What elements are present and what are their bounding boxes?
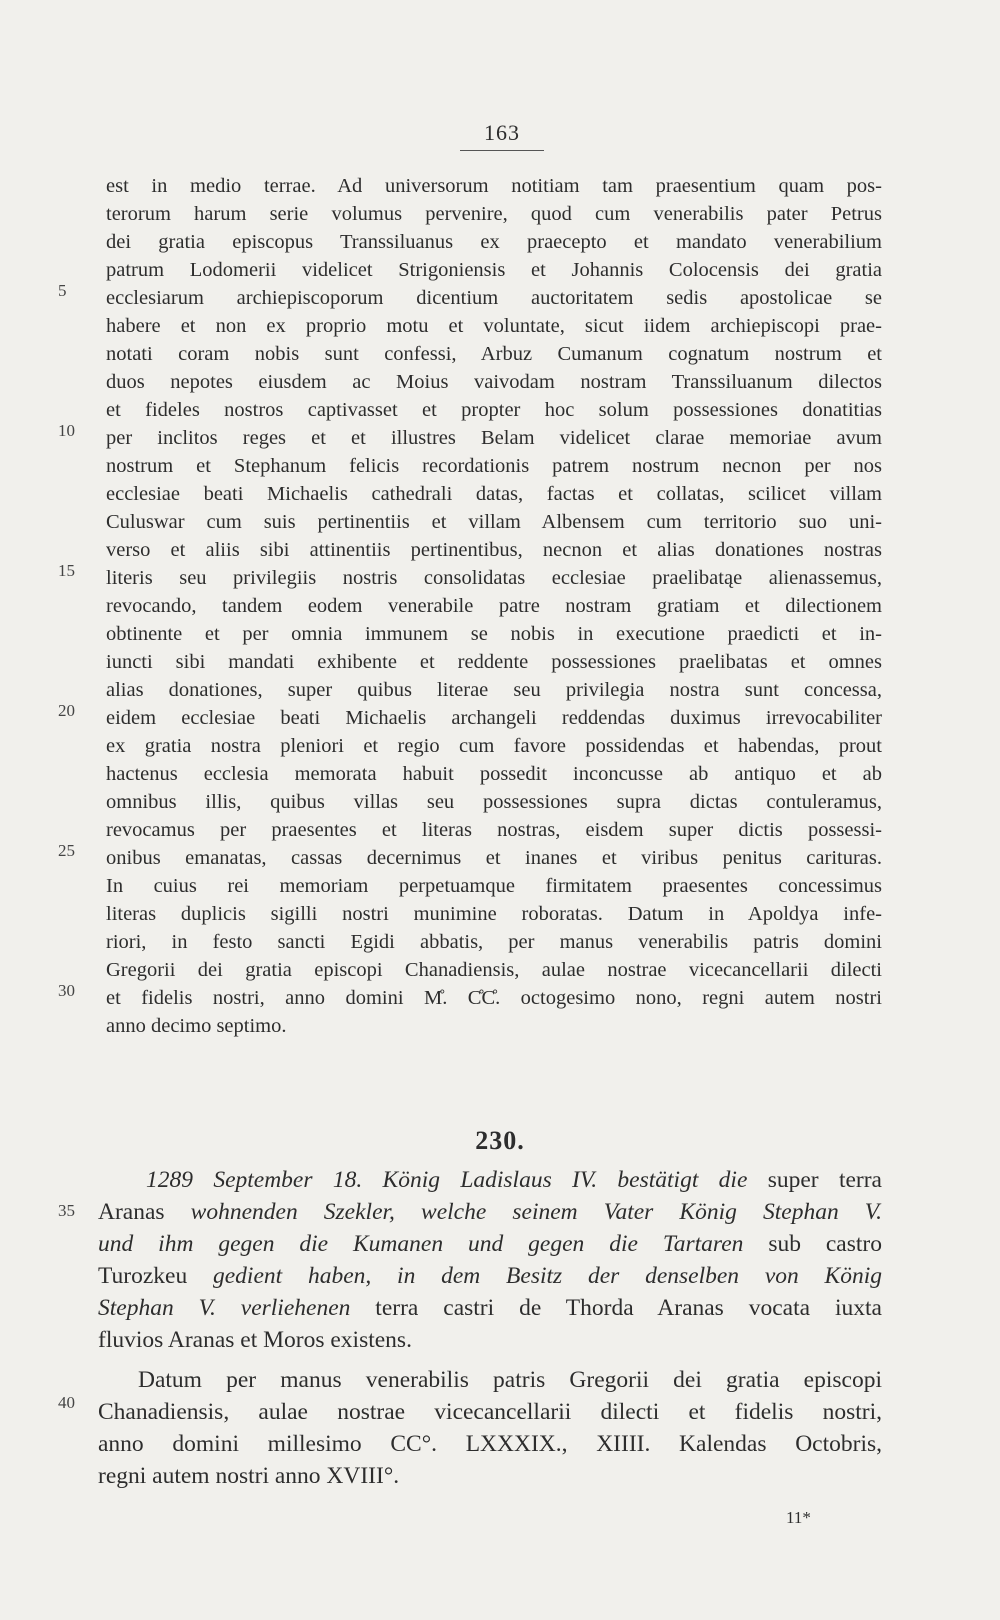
line-number: 25 [58, 841, 75, 860]
dating-line: Datum per manus venerabilis patris Gregorii dei gratia episcopi [138, 1367, 882, 1393]
regest-italic: gedient haben, in dem Besitz der denselben von König [213, 1263, 882, 1289]
document-number: 230. [475, 1126, 525, 1155]
text-line: eidem ecclesiae beati Michaelis archangeli reddendas duximus irrevocabiliter [106, 707, 882, 729]
text-line: In cuius rei memoriam perpetuamque firmitatem praesentes concessimus [106, 875, 882, 897]
dating-line: anno domini millesimo CC°. LXXXIX., XIIII. Kalendas Octobris, [98, 1431, 882, 1457]
sheet-signature: 11* [786, 1508, 811, 1527]
text-line: riori, in festo sancti Egidi abbatis, per manus venerabilis patris domini [106, 931, 882, 953]
line-number: 5 [58, 281, 67, 300]
dating-line: Chanadiensis, aulae nostrae vicecancellarii dilecti et fidelis nostri, [98, 1399, 882, 1425]
text-line: Gregorii dei gratia episcopi Chanadiensis, aulae nostrae vicecancellarii dilecti [106, 959, 882, 981]
regest-roman: fluvios Aranas et Moros existens. [98, 1327, 412, 1353]
text-line: notati coram nobis sunt confessi, Arbuz Cumanum cognatum nostrum et [106, 343, 882, 365]
text-line: terorum harum serie volumus pervenire, quod cum venerabilis pater Petrus [106, 203, 882, 225]
regest-italic: und ihm gegen die Kumanen und gegen die Tartaren [98, 1231, 744, 1257]
regest-italic: 1289 September 18. König Ladislaus IV. bestätigt die [146, 1167, 748, 1193]
text-line: revocamus per praesentes et literas nostras, eisdem super dictis possessi- [106, 819, 882, 841]
text-line: literas duplicis sigilli nostri munimine roboratas. Datum in Apoldya infe- [106, 903, 882, 925]
text-line: omnibus illis, quibus villas seu possessiones supra dictas contuleramus, [106, 791, 882, 813]
regest [98, 1164, 882, 1356]
line-number: 20 [58, 701, 75, 720]
text-line: ecclesiae beati Michaelis cathedrali datas, factas et collatas, scilicet villam [106, 483, 882, 505]
text-line: anno decimo septimo. [106, 1015, 287, 1037]
regest-italic: Stephan V. verliehenen [98, 1295, 351, 1321]
body-text [106, 172, 882, 1040]
text-line: duos nepotes eiusdem ac Moius vaivodam nostram Transsiluanum dilectos [106, 371, 882, 393]
text-line: obtinente et per omnia immunem se nobis in executione praedicti et in- [106, 623, 882, 645]
line-number: 35 [58, 1201, 75, 1220]
regest-roman: super terra [747, 1167, 882, 1193]
line-number: 40 [58, 1393, 75, 1412]
text-line: per inclitos reges et et illustres Belam videlicet clarae memoriae avum [106, 427, 882, 449]
text-line: Culuswar cum suis pertinentiis et villam Albensem cum territorio suo uni- [106, 511, 882, 533]
line-number: 10 [58, 421, 75, 440]
line-number: 30 [58, 981, 75, 1000]
regest-roman: terra castri de Thorda Aranas vocata iuxta [350, 1295, 882, 1321]
text-line: et fidelis nostri, anno domini M̊. C̊C̊. octogesimo nono, regni autem nostri [106, 987, 882, 1009]
line-number: 15 [58, 561, 75, 580]
text-line: ex gratia nostra pleniori et regio cum favore possidendas et habendas, prout [106, 735, 882, 757]
text-line: patrum Lodomerii videlicet Strigoniensis et Johannis Colocensis dei gratia [106, 259, 882, 281]
text-line: revocando, tandem eodem venerabile patre nostram gratiam et dilectionem [106, 595, 882, 617]
text-line: alias donationes, super quibus literae seu privilegia nostra sunt concessa, [106, 679, 882, 701]
text-line: habere et non ex proprio motu et voluntate, sicut iidem archiepiscopi prae- [106, 315, 882, 337]
regest-roman: Turozkeu [98, 1263, 213, 1289]
dating-line: regni autem nostri anno XVIII°. [98, 1463, 400, 1489]
regest-line [98, 1324, 882, 1356]
page-number-rule [460, 150, 544, 151]
text-line: hactenus ecclesia memorata habuit possedit inconcusse ab antiquo et ab [106, 763, 882, 785]
text-line: est in medio terrae. Ad universorum notitiam tam praesentium quam pos- [106, 175, 882, 197]
regest-line [98, 1164, 882, 1196]
regest-line [98, 1292, 882, 1324]
text-line: verso et aliis sibi attinentiis pertinentibus, necnon et alias donationes nostras [106, 539, 882, 561]
regest-line [98, 1260, 882, 1292]
text-line: et fideles nostros captivasset et propter hoc solum possessiones donatitias [106, 399, 882, 421]
page-number: 163 [484, 120, 520, 145]
text-line: onibus emanatas, cassas decernimus et inanes et viribus penitus carituras. [106, 847, 882, 869]
regest-italic: wohnenden Szekler, welche seinem Vater König Stephan V. [190, 1199, 882, 1225]
text-line: iuncti sibi mandati exhibente et reddente possessiones praelibatas et omnes [106, 651, 882, 673]
regest-line [98, 1196, 882, 1228]
regest-roman: sub castro [743, 1231, 882, 1257]
regest-line [98, 1228, 882, 1260]
dating-clause [98, 1364, 882, 1492]
regest-roman: Aranas [98, 1199, 191, 1225]
text-line: dei gratia episcopus Transsiluanus ex praecepto et mandato venerabilium [106, 231, 882, 253]
text-line: nostrum et Stephanum felicis recordationis patrem nostrum necnon per nos [106, 455, 882, 477]
text-line: literis seu privilegiis nostris consolidatas ecclesiae praelibatąe alienassemus, [106, 567, 882, 589]
text-line: ecclesiarum archiepiscoporum dicentium auctoritatem sedis apostolicae se [106, 287, 882, 309]
